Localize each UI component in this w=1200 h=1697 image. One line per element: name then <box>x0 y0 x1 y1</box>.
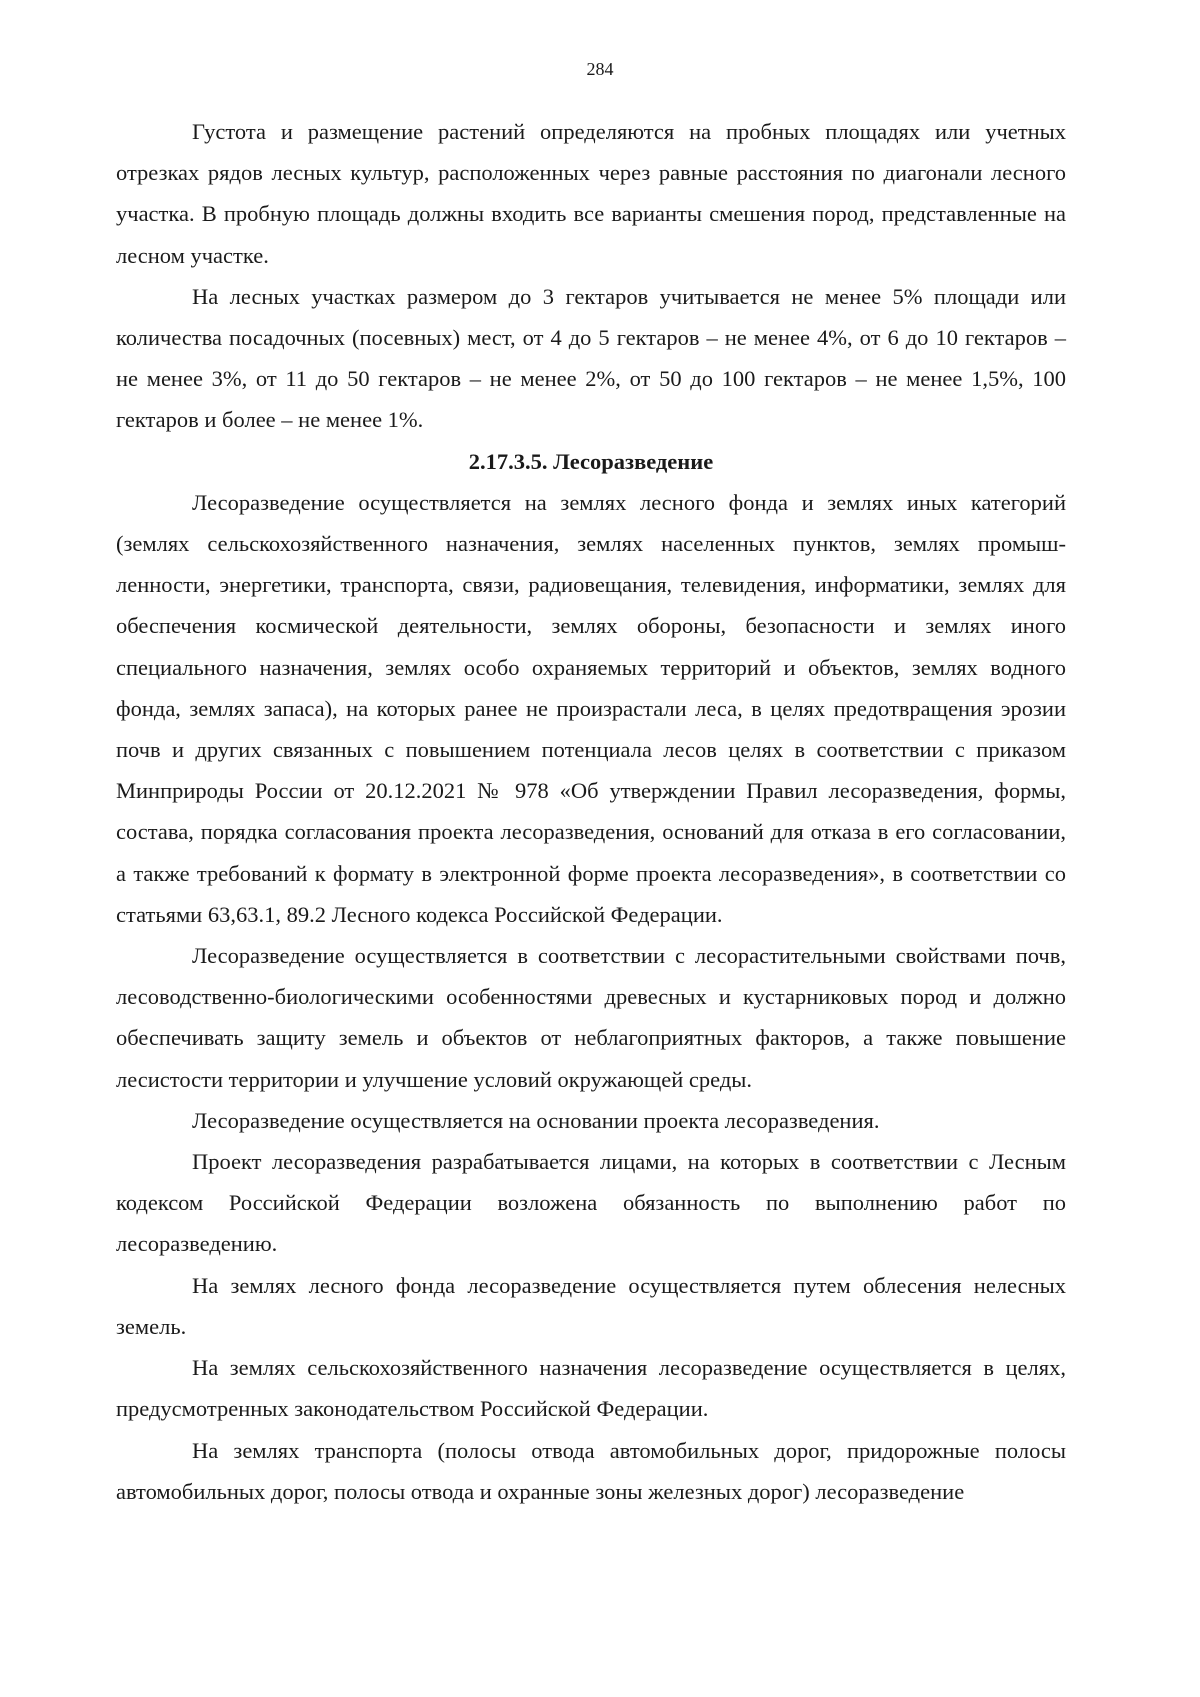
paragraph-agricultural-lands: На землях сельскохозяйственного назначения лесоразведение осуществляется в целях, предусмотренных законодательством Российской Федерации. <box>116 1355 1066 1422</box>
paragraph-project-developers: Проект лесоразведения разрабатывается лицами, на которых в соответствии с Лесным кодексом Российской Федерации возложена обязанность по выполнению работ по лесоразведению. <box>116 1149 1066 1257</box>
paragraph-sample-area-percent: На лесных участках размером до 3 гектаров учитывается не менее 5% площади или количества посадочных (посевных) мест, от 4 до 5 гектаров – не менее 4%, от 6 до 10 гектаров – не менее 3%, от 11 до 50 гектаров – не менее 2%, от 50 до 100 гектаров – не менее 1,5%, 100 гектаров и более – не менее 1%. <box>116 283 1066 433</box>
paragraph-transport-lands: На землях транспорта (полосы отвода автомобильных дорог, придорожные полосы автомобильных дорог, полосы отвода и охранные зоны железных дорог) лесоразведение <box>116 1437 1066 1504</box>
paragraph-afforestation-conditions: Лесоразведение осуществляется в соответствии с лесорастительными свойствами почв, лесоводственно-биологическими особенностями древесных и кустарниковых пород и должно обеспечивать защиту земель и объектов от неблагоприятных факторов, а также повышение лесистости территории и улучшение условий окружающей среды. <box>116 943 1066 1092</box>
paragraph-afforestation-lands: Лесоразведение осуществляется на землях лесного фонда и землях иных категорий (землях сельскохозяйственного назначения, землях населенных пунктов, землях промышленности, энергетики, транспорта, связи, радиовещания, телевидения, информатики, землях для обеспечения космической деятельности, землях обороны, безопасности и землях иного специального назначения, землях особо охраняемых территорий и объектов, землях водного фонда, землях запаса), на которых ранее не произрастали леса, в целях предотвращения эрозии почв и других связанных с повышением потенциала лесов целях в соответствии с приказом Минприроды России от 20.12.2021 № 978 «Об утверждении Правил лесоразведения, формы, состава, порядка согласования проекта лесоразведения, оснований для отказа в его согласовании, а также требований к формату в электронной форме проекта лесоразведения», в соответствии со статьями 63,63.1, 89.2 Лесного кодекса Российской Федерации. <box>116 489 1066 927</box>
section-heading: 2.17.3.5. Лесоразведение <box>468 448 714 474</box>
page-body <box>116 111 1066 1512</box>
paragraph-afforestation-project-basis: Лесоразведение осуществляется на основании проекта лесоразведения. <box>192 1107 880 1133</box>
paragraph-forest-fund-lands: На землях лесного фонда лесоразведение осуществляется путем облесения нелесных земель. <box>116 1272 1066 1339</box>
paragraph-plant-density: Густота и размещение растений определяются на пробных площадях или учетных отрезках рядов лесных культур, расположенных через равные расстояния по диагонали лесного участка. В пробную площадь должны входить все варианты смешения пород, представленные на лесном участке. <box>116 119 1066 268</box>
page-number: 284 <box>586 59 614 79</box>
